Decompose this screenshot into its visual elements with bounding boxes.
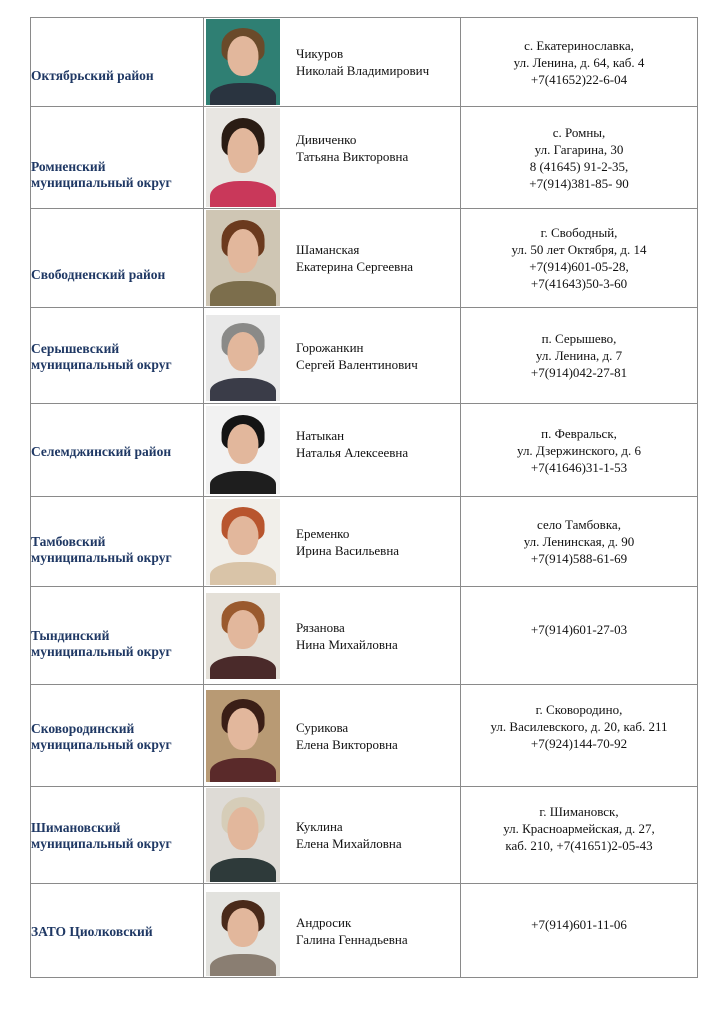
contact-line: ул. Ленина, д. 7: [535, 348, 623, 363]
person-cell: [204, 404, 461, 497]
person-photo: [206, 108, 280, 207]
contact-line: ул. Дзержинского, д. 6: [517, 442, 641, 458]
person-cell: [204, 884, 461, 978]
person-given-names: Елена Викторовна: [296, 736, 398, 752]
district-cell: [31, 404, 204, 497]
table-row: [31, 209, 698, 308]
person-photo: [206, 19, 280, 105]
person-cell: [204, 18, 461, 107]
person-cell: [204, 787, 461, 884]
contact-line: ул. Красноармейская, д. 27,: [503, 821, 655, 836]
contact-cell: [461, 587, 698, 685]
person-photo: [206, 210, 280, 306]
person-cell: [204, 209, 461, 308]
contact-line: 8 (41645) 91-2-35,: [529, 158, 629, 174]
person-photo: [206, 788, 280, 882]
person-surname: Сурикова: [296, 719, 349, 735]
contact-line: +7(914)042-27-81: [530, 365, 628, 380]
table-row: [31, 107, 698, 209]
contact-line: +7(914)601-27-03: [530, 622, 628, 637]
district-cell: [31, 497, 204, 587]
table-row: [31, 404, 698, 497]
contact-line: с. Екатеринославка,: [524, 37, 634, 53]
person-name: [296, 339, 418, 373]
contact-line: ул. Гагарина, 30: [534, 141, 624, 157]
district-cell: [31, 107, 204, 209]
contact-line: +7(914)588-61-69: [530, 551, 628, 566]
table-row: [31, 587, 698, 685]
person-surname: Чикуров: [296, 46, 344, 61]
person-cell: [204, 308, 461, 404]
district-name: Серышевский муниципальный округ: [31, 340, 172, 372]
person-photo: [206, 315, 280, 401]
contact-line: +7(914)601-11-06: [531, 917, 627, 932]
person-name: [296, 619, 398, 653]
table-row: [31, 497, 698, 587]
contact-line: г. Свободный,: [540, 225, 618, 240]
contact-line: +7(41652)22-6-04: [530, 71, 628, 87]
contact-line: село Тамбовка,: [537, 517, 621, 532]
person-given-names: Наталья Алексеевна: [296, 445, 409, 460]
district-cell: [31, 685, 204, 787]
contact-cell: [461, 787, 698, 884]
person-photo: [206, 406, 280, 494]
contact-line: +7(41643)50-3-60: [530, 276, 628, 291]
contact-line: +7(914)381-85- 90: [529, 175, 629, 191]
table-row: [31, 308, 698, 404]
person-surname: Рязанова: [296, 619, 345, 635]
contact-cell: [461, 107, 698, 209]
contact-line: ул. Василевского, д. 20, каб. 211: [490, 719, 668, 734]
person-cell: [204, 497, 461, 587]
person-name: [296, 131, 408, 165]
district-name: Тамбовский муниципальный округ: [31, 534, 172, 565]
district-cell: [31, 308, 204, 404]
person-surname: Горожанкин: [296, 339, 364, 355]
person-surname: Еременко: [296, 525, 350, 541]
person-given-names: Ирина Васильевна: [296, 542, 400, 558]
person-given-names: Татьяна Викторовна: [296, 148, 409, 164]
district-name: Сковородинский муниципальный округ: [31, 721, 172, 752]
district-name: Шимановский муниципальный округ: [31, 820, 172, 851]
contact-line: п. Февральск,: [541, 425, 617, 441]
person-given-names: Николай Владимирович: [296, 63, 430, 78]
table-row: [31, 787, 698, 884]
contact-line: п. Серышево,: [541, 331, 617, 346]
contact-line: г. Сковородино,: [535, 702, 623, 717]
district-name: Тындинский муниципальный округ: [31, 628, 172, 659]
person-name: [296, 719, 398, 753]
contact-cell: [461, 884, 698, 978]
person-surname: Натыкан: [296, 428, 345, 443]
contact-cell: [461, 308, 698, 404]
person-cell: [204, 587, 461, 685]
contact-line: ул. Ленинская, д. 90: [523, 534, 635, 549]
person-name: [296, 45, 429, 79]
person-surname: Куклина: [296, 819, 343, 834]
person-given-names: Екатерина Сергеевна: [296, 259, 414, 274]
person-photo: [206, 690, 280, 782]
district-cell: [31, 787, 204, 884]
person-given-names: Сергей Валентинович: [296, 356, 418, 372]
table-row: [31, 18, 698, 107]
contact-cell: [461, 18, 698, 107]
person-cell: [204, 107, 461, 209]
person-surname: Андросик: [296, 914, 352, 930]
person-given-names: Галина Геннадьевна: [296, 931, 408, 947]
person-name: [296, 525, 399, 559]
district-cell: [31, 18, 204, 107]
person-photo: [206, 892, 280, 976]
contact-line: каб. 210, +7(41651)2-05-43: [505, 838, 653, 853]
district-name: ЗАТО Циолковский: [31, 924, 153, 939]
contact-cell: [461, 404, 698, 497]
district-cell: [31, 587, 204, 685]
contacts-table: [30, 17, 698, 978]
contact-cell: [461, 685, 698, 787]
district-name: Ромненский муниципальный округ: [31, 158, 172, 190]
contact-line: +7(914)601-05-28,: [529, 259, 629, 274]
district-name: Селемджинский район: [31, 443, 172, 459]
contact-line: с. Ромны,: [552, 124, 606, 140]
person-given-names: Елена Михайловна: [296, 836, 402, 851]
person-photo: [206, 593, 280, 679]
district-name: Свободненский район: [31, 266, 166, 282]
contact-cell: [461, 497, 698, 587]
contact-line: +7(41646)31-1-53: [530, 459, 628, 475]
table-row: [31, 685, 698, 787]
contact-line: г. Шимановск,: [539, 804, 619, 819]
district-cell: [31, 884, 204, 978]
contact-line: ул. Ленина, д. 64, каб. 4: [513, 54, 645, 70]
person-name: [296, 241, 413, 275]
table-row: [31, 884, 698, 978]
person-name: [296, 818, 402, 852]
person-name: [296, 914, 408, 948]
contact-cell: [461, 209, 698, 308]
person-surname: Дивиченко: [296, 131, 357, 147]
person-cell: [204, 685, 461, 787]
district-name: Октябрьский район: [31, 67, 154, 83]
person-photo: [206, 499, 280, 585]
person-given-names: Нина Михайловна: [296, 636, 398, 652]
contact-line: +7(924)144-70-92: [530, 736, 628, 751]
person-surname: Шаманская: [296, 242, 360, 257]
person-name: [296, 427, 408, 461]
contact-line: ул. 50 лет Октября, д. 14: [511, 242, 647, 257]
district-cell: [31, 209, 204, 308]
